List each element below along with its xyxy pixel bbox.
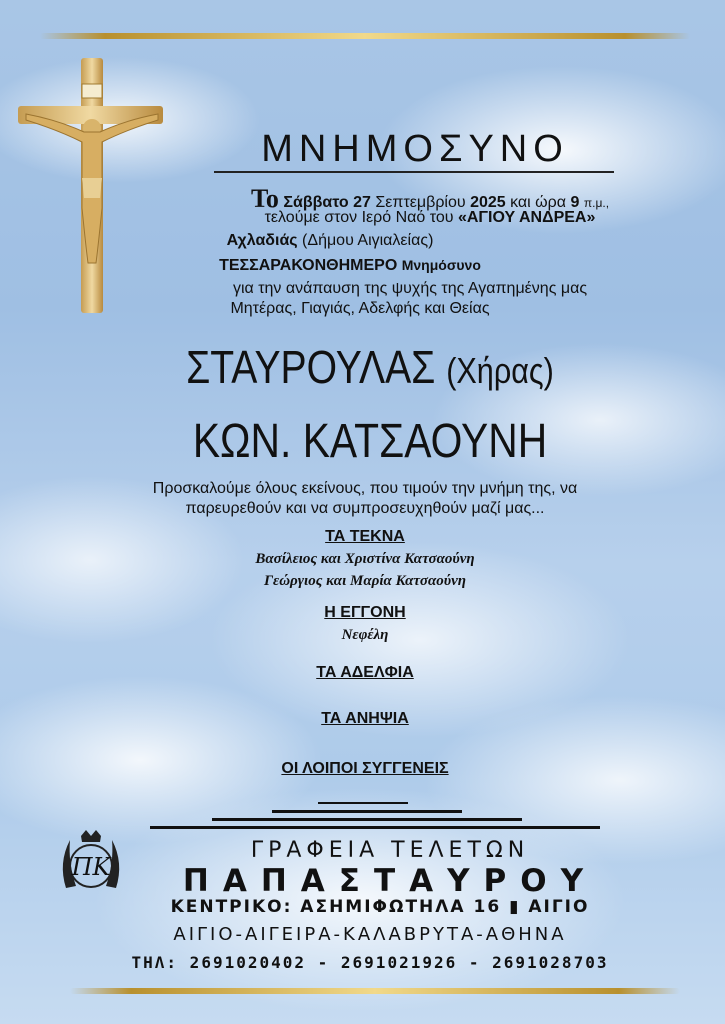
relatives-heading: ΟΙ ΛΟΙΠΟΙ ΣΥΓΓΕΝΕΙΣ: [281, 760, 449, 777]
footer-rule-4: [150, 826, 600, 829]
church-name: «ΑΓΙΟΥ ΑΝΔΡΕΑ»: [457, 209, 596, 226]
funeral-home-logo: [56, 828, 126, 898]
siblings-heading: ΤΑ ΑΔΕΛΦΙΑ: [316, 664, 414, 681]
widow-label: (Χήρας): [446, 350, 554, 391]
date-day: Σάββατο: [283, 194, 349, 211]
grandchild-heading: Η ΕΓΓΟΝΗ: [324, 604, 406, 621]
deceased-surname-line: [183, 414, 557, 469]
children-family-2: Γεώργιος και Μαρία Κατσαούνη: [264, 573, 466, 589]
title-underline: [214, 171, 614, 173]
nephews-heading: ΤΑ ΑΝΗΨΙΑ: [321, 710, 409, 727]
crucifix-icon: [18, 58, 168, 318]
date-month: Σεπτεμβρίου: [375, 194, 466, 211]
purpose-line: για την ανάπαυση της ψυχής της Αγαπημένης μας: [232, 280, 588, 297]
children-heading: ΤΑ ΤΕΚΝΑ: [325, 528, 405, 545]
top-gold-divider: [40, 33, 690, 39]
page-title: ΜΝΗΜΟΣΥΝΟ: [261, 128, 569, 170]
time-prefix: και ώρα: [510, 194, 567, 211]
date-number: 27: [353, 194, 371, 211]
relation-line: Μητέρας, Γιαγιάς, Αδελφής και Θείας: [230, 300, 490, 317]
funeral-office-label: ΓΡΑΦΕΙΑ ΤΕΛΕΤΩΝ: [250, 838, 530, 863]
village-name: Αχλαδιάς: [226, 232, 298, 249]
funeral-office-address: ΚΕΝΤΡΙΚΟ: ΑΣΗΜΙΦΩΤΗΛΑ 16 ▮ ΑΙΓΙΟ: [170, 897, 590, 917]
funeral-office-phones: ΤΗΛ: 2691020402 - 2691021926 - 2691028703: [131, 953, 609, 972]
children-family-1: Βασίλειος και Χριστίνα Κατσαούνη: [255, 551, 475, 567]
invitation-line-1: Προσκαλούμε όλους εκείνους, που τιμούν την μνήμη της, να: [152, 480, 578, 497]
memorial-word: Μνημόσυνο: [401, 257, 481, 273]
deceased-first-name-line: [183, 340, 557, 394]
memorial-type: ΤΕΣΣΑΡΑΚΟΝΘΗΜΕΡΟ: [219, 257, 398, 274]
footer-rule-2: [272, 810, 462, 813]
time-hour: 9: [570, 194, 580, 211]
funeral-office-name: ΠΑΠΑΣΤΑΥΡΟΥ: [182, 863, 598, 899]
funeral-office-cities: ΑΙΓΙΟ-ΑΙΓΕΙΡΑ-ΚΑΛΑΒΡΥΤΑ-ΑΘΗΝΑ: [173, 924, 567, 945]
location-line: [120, 232, 540, 250]
invitation-line-2: παρευρεθούν και να συμπροσευχηθούν μαζί μας...: [185, 500, 545, 517]
deceased-surname: ΚΑΤΣΑΟΥΝΗ: [302, 415, 548, 468]
bottom-gold-divider: [70, 988, 680, 994]
footer-rule-1: [318, 802, 408, 804]
logo-letters: ΠΚ: [71, 853, 111, 881]
date-year: 2025: [470, 194, 506, 211]
grandchild-name: Νεφέλη: [341, 627, 389, 643]
time-period: π.μ.,: [583, 196, 610, 210]
church-line: [160, 209, 700, 227]
memorial-type-line: [130, 257, 570, 275]
footer-rule-3: [212, 818, 522, 821]
church-intro: τελούμε στον Ιερό Ναό του: [264, 209, 454, 226]
municipality-name: (Δήμου Αιγιαλείας): [302, 232, 434, 249]
date-to: Το: [250, 184, 279, 213]
father-abbreviation: ΚΩΝ.: [192, 415, 292, 468]
deceased-first-name: ΣΤΑΥΡΟΥΛΑΣ: [186, 341, 436, 393]
